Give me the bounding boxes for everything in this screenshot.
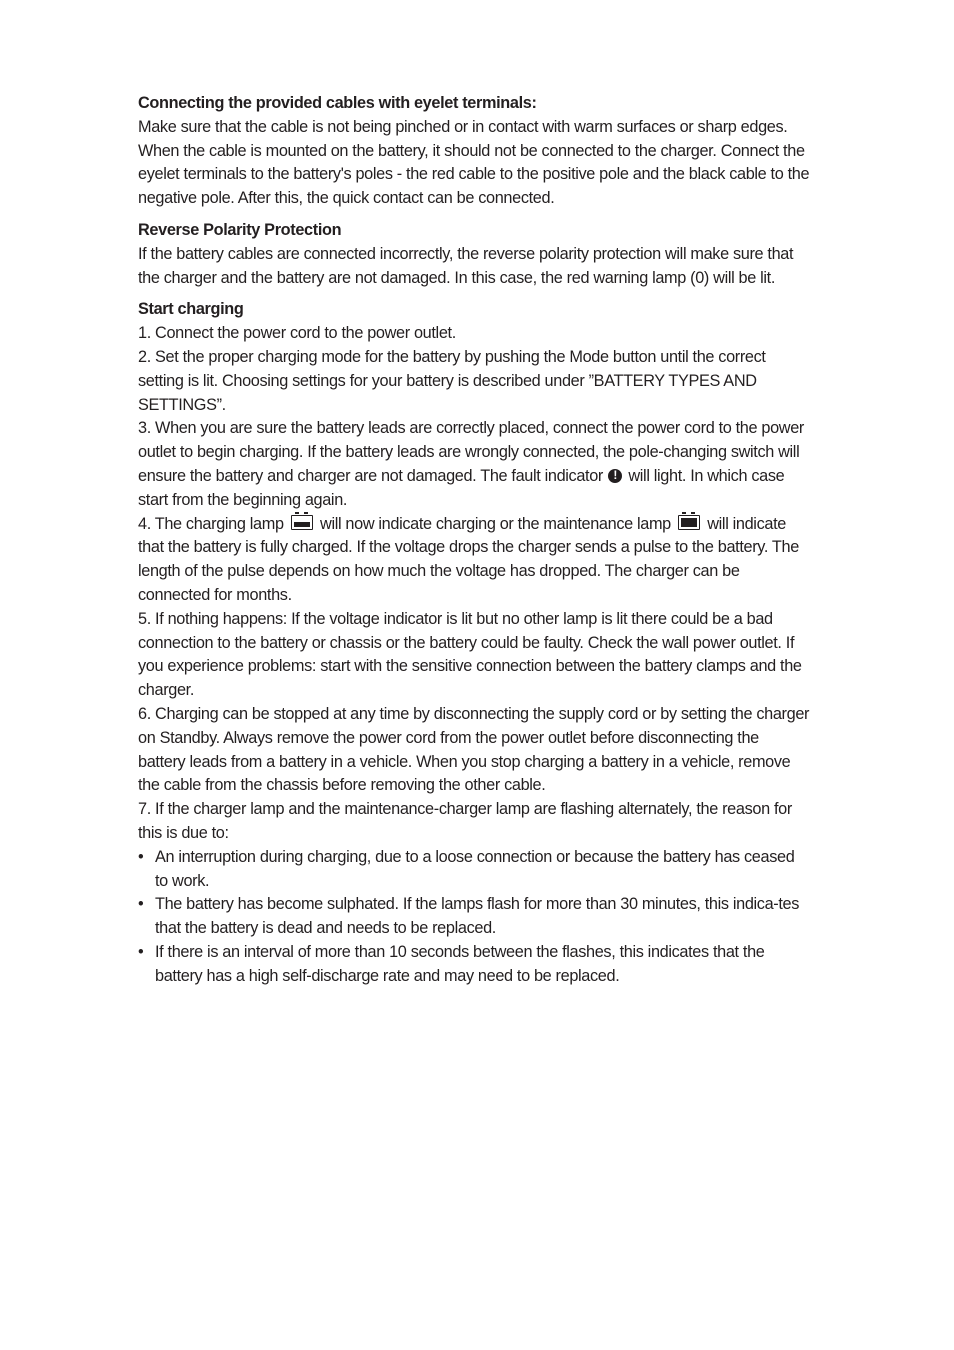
heading-start-charging: Start charging: [138, 300, 244, 319]
step-4-text-b: will now indicate charging or the maintenance lamp: [320, 514, 671, 533]
list-item: • The battery has become sulphated. If the lamps flash for more than 30 minutes, this indica-tes that the battery is dead and needs to be replaced.: [138, 893, 810, 941]
step-2: 2. Set the proper charging mode for the battery by pushing the Mode button until the correct setting is lit. Choosing settings for your battery is described under ”BATTERY TYPES AND SETTINGS”.: [138, 347, 766, 414]
reason-list: [138, 846, 810, 989]
step-1: 1. Connect the power cord to the power outlet.: [138, 324, 456, 343]
document-page: [138, 92, 810, 996]
charging-lamp-icon: [291, 515, 313, 530]
step-5: 5. If nothing happens: If the voltage indicator is lit but no other lamp is lit there could be a bad connection to the battery or chassis or the battery could be faulty. Check the wall power outlet. If you experience problems: start with the sensitive connection between the battery clamps and the charger.: [138, 609, 802, 700]
section-cables: [138, 92, 810, 211]
fault-indicator-icon: [608, 469, 622, 483]
step-4-text-a: 4. The charging lamp: [138, 514, 284, 533]
maintenance-lamp-icon: [678, 515, 700, 530]
step-3: [138, 417, 810, 512]
list-item: • An interruption during charging, due to a loose connection or because the battery has ceased to work.: [138, 846, 810, 894]
heading-cables: Connecting the provided cables with eyelet terminals:: [138, 94, 537, 112]
step-3-text-b: will light. In which case start from the beginning again.: [138, 466, 785, 509]
section-start-charging: [138, 298, 810, 988]
section-polarity: [138, 219, 810, 290]
step-3-text-a: 3. When you are sure the battery leads are correctly placed, connect the power cord to the power outlet to begin charging. If the battery leads are wrongly connected, the pole-changing switch will ensure the battery and charger are not damaged. The fault indicator: [138, 419, 804, 485]
step-6: 6. Charging can be stopped at any time by disconnecting the supply cord or by setting the charger on Standby. Always remove the power cord from the power outlet before disconnecting the battery leads from a battery in a vehicle. When you stop charging a battery in a vehicle, remove the cable from the chassis before removing the other cable.: [138, 704, 810, 795]
heading-polarity: Reverse Polarity Protection: [138, 220, 342, 239]
step-7: 7. If the charger lamp and the maintenance-charger lamp are flashing alternately, the reason for this is due to:: [138, 800, 792, 842]
step-4-text-c: will indicate that the battery is fully charged. If the voltage drops the charger sends a pulse to the battery. The length of the pulse depends on how much the voltage has dropped. The charger can be connected for months.: [138, 514, 799, 604]
step-4: [138, 513, 810, 608]
list-item: • If there is an interval of more than 10 seconds between the flashes, this indicates that the battery has a high self-discharge rate and may need to be replaced.: [138, 941, 810, 989]
paragraph-polarity: If the battery cables are connected incorrectly, the reverse polarity protection will make sure that the charger and the battery are not damaged. In this case, the red warning lamp (0) will be lit.: [138, 244, 794, 287]
paragraph-cables: Make sure that the cable is not being pinched or in contact with warm surfaces or sharp edges. When the cable is mounted on the battery, it should not be connected to the charger. Connect the eyelet terminals to the battery's poles - the red cable to the positive pole and the black cable to the negative pole. After this, the quick contact can be connected.: [138, 117, 810, 208]
